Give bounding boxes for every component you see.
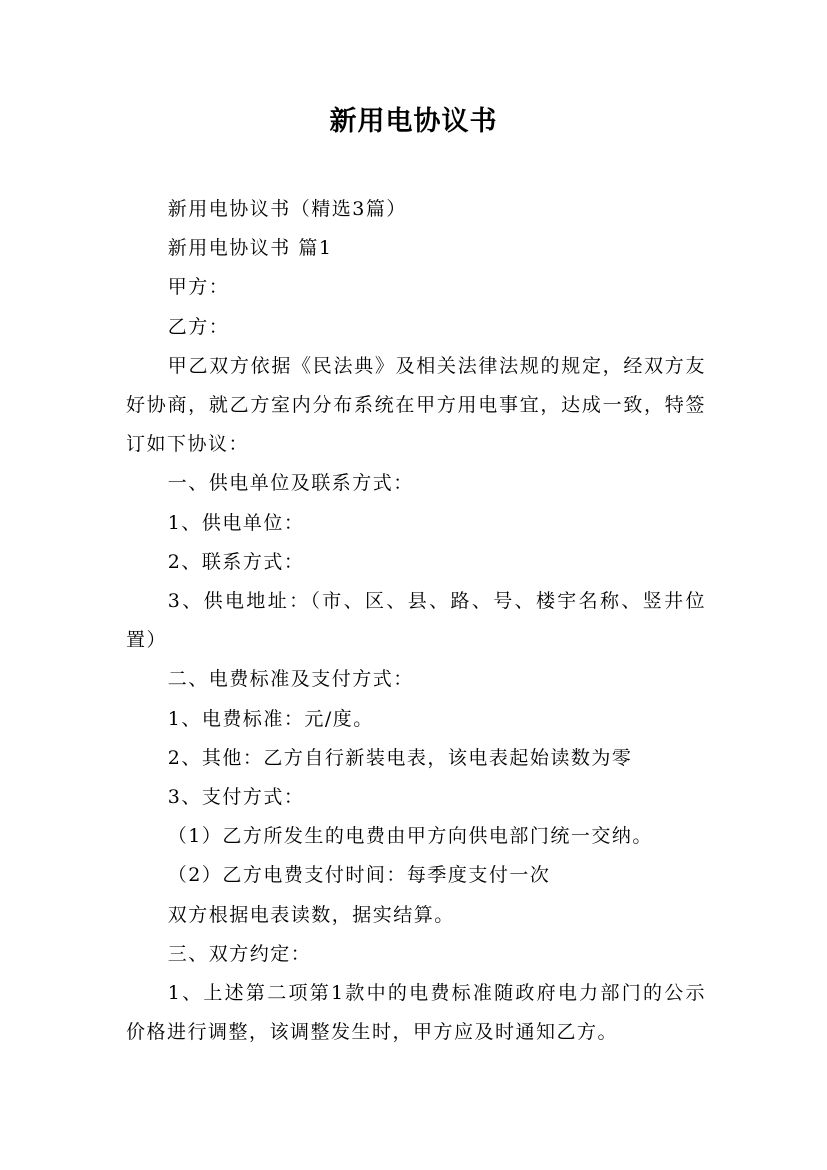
paragraph-section-heading: 新用电协议书 篇1	[167, 237, 333, 260]
document-body	[126, 190, 706, 1052]
paragraph-clause-2-item-1: 1、电费标准：元/度。	[167, 707, 374, 730]
paragraph-clause-2-item-2: 2、其他：乙方自行新装电表，该电表起始读数为零	[167, 746, 633, 769]
paragraph-preamble: 甲乙双方依据《民法典》及相关法律法规的规定，经双方友好协商，就乙方室内分布系统在甲方用电事宜，达成一致，特签订如下协议：	[126, 354, 706, 456]
paragraph-clause-2-item-3: 3、支付方式：	[167, 786, 305, 809]
paragraph-clause-1-item-3: 3、供电地址：（市、区、县、路、号、楼宇名称、竖井位置）	[126, 590, 706, 652]
paragraph-clause-2-subitem-1: （1）乙方所发生的电费由甲方向供电部门统一交纳。	[167, 825, 653, 848]
paragraph-clause-2-subitem-2: （2）乙方电费支付时间：每季度支付一次	[167, 864, 551, 887]
paragraph-selection-note: 新用电协议书（精选3篇）	[167, 198, 407, 220]
paragraph-clause-2-heading: 二、电费标准及支付方式：	[167, 668, 414, 691]
paragraph-clause-1-item-1: 1、供电单位：	[167, 511, 305, 534]
paragraph-clause-3-heading: 三、双方约定：	[167, 942, 312, 965]
paragraph-party-a: 甲方：	[167, 276, 230, 299]
paragraph-settlement: 双方根据电表读数，据实结算。	[167, 903, 455, 926]
document-title: 新用电协议书	[329, 106, 498, 137]
paragraph-clause-1-item-2: 2、联系方式：	[167, 550, 305, 573]
paragraph-clause-3-item-1: 1、上述第二项第1款中的电费标准随政府电力部门的公示价格进行调整，该调整发生时，甲方应及时通知乙方。	[126, 982, 706, 1044]
paragraph-party-b: 乙方：	[167, 315, 230, 338]
paragraph-clause-1-heading: 一、供电单位及联系方式：	[167, 472, 414, 495]
